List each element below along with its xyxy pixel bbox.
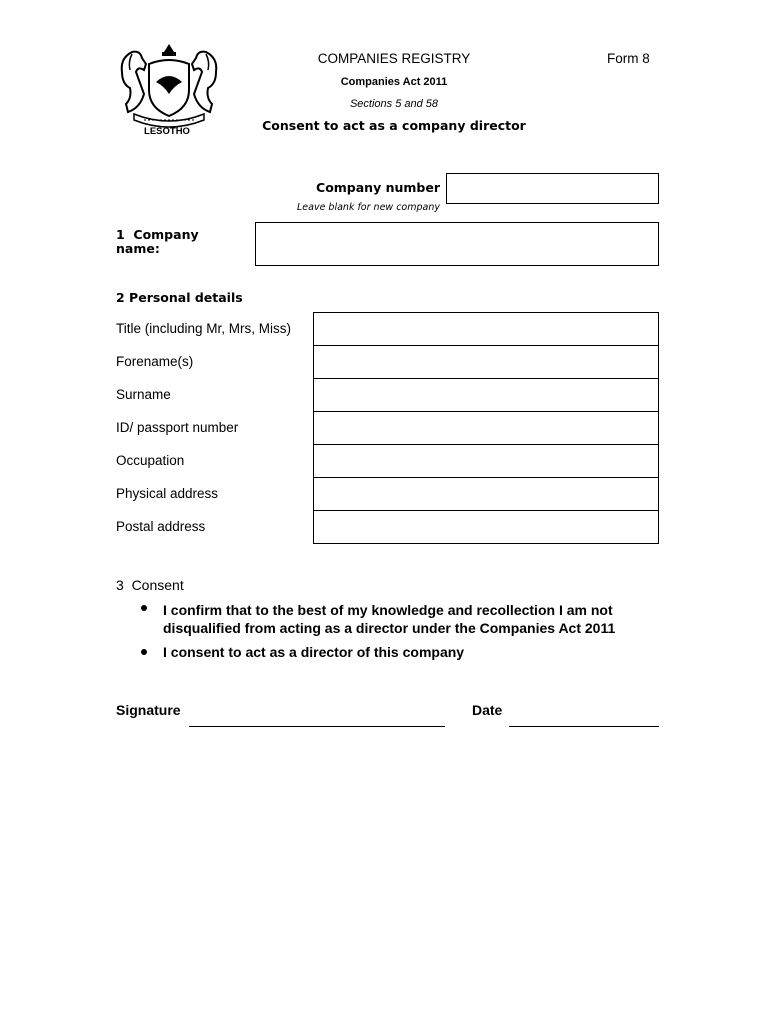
personal-details-heading: 2 Personal details [116, 290, 243, 305]
form-number: Form 8 [607, 51, 650, 66]
postal-address-field[interactable] [313, 510, 659, 544]
company-number-label: Company number [316, 180, 440, 195]
coat-of-arms-icon [114, 42, 224, 128]
signature-label: Signature [116, 702, 181, 718]
logo-country-text: LESOTHO [144, 126, 190, 137]
company-name-field[interactable] [255, 222, 659, 266]
physical-address-label: Physical address [116, 486, 219, 501]
company-name-label [116, 228, 199, 256]
date-line[interactable] [509, 726, 659, 727]
occupation-label: Occupation [116, 453, 185, 468]
postal-address-label: Postal address [116, 519, 206, 534]
form-title: Consent to act as a company director [262, 118, 526, 133]
sections-text: Sections 5 and 58 [349, 98, 439, 110]
surname-field[interactable] [313, 378, 659, 412]
consent-item-1 [163, 601, 615, 637]
consent-bullet-2-icon [141, 649, 147, 655]
signature-line[interactable] [189, 726, 445, 727]
consent-item-1-line1: I confirm that to the best of my knowledge and recollection I am not [163, 602, 613, 618]
surname-label: Surname [116, 387, 171, 402]
registry-title: COMPANIES REGISTRY [317, 51, 471, 66]
title-field[interactable] [313, 312, 659, 346]
consent-heading: 3 Consent [116, 577, 184, 593]
occupation-field[interactable] [313, 444, 659, 478]
consent-item-1-line2: disqualified from acting as a director under the Companies Act 2011 [163, 620, 616, 636]
id-passport-field[interactable] [313, 411, 659, 445]
company-name-label-line2: name: [116, 241, 160, 256]
title-label: Title (including Mr, Mrs, Miss) [116, 321, 292, 336]
company-number-field[interactable] [446, 173, 659, 204]
id-passport-label: ID/ passport number [116, 420, 239, 435]
physical-address-field[interactable] [313, 477, 659, 511]
consent-item-2: I consent to act as a director of this company [163, 644, 465, 660]
date-label: Date [472, 702, 503, 718]
company-number-hint: Leave blank for new company [296, 202, 440, 213]
consent-bullet-1-icon [141, 605, 147, 611]
company-name-label-line1: 1 Company [116, 227, 199, 242]
forename-label: Forename(s) [116, 354, 194, 369]
act-name: Companies Act 2011 [340, 76, 448, 88]
forename-field[interactable] [313, 345, 659, 379]
coat-of-arms-logo [114, 42, 224, 140]
